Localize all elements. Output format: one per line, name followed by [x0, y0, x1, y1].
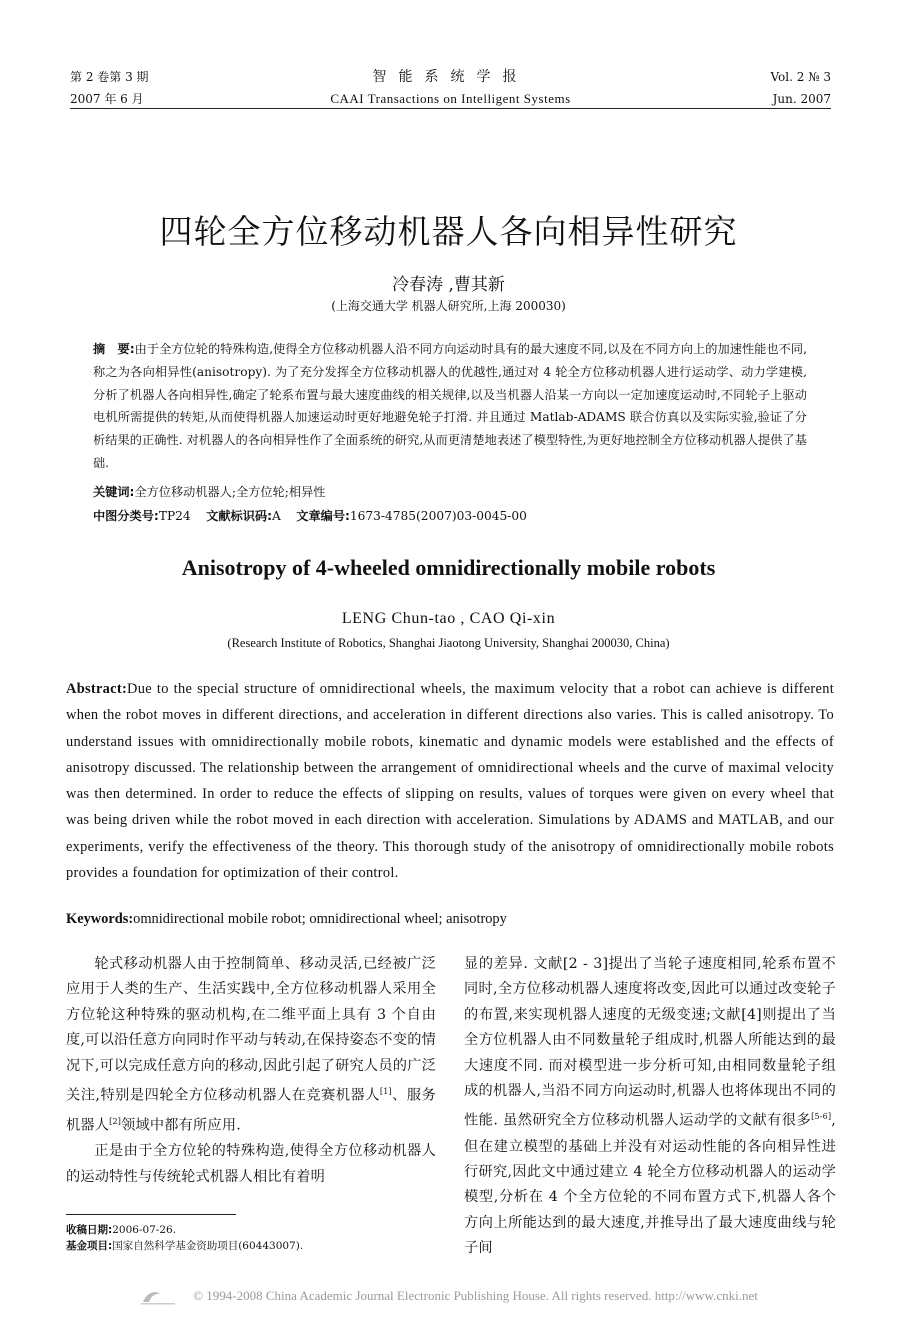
funding	[66, 1238, 303, 1254]
body-paragraph	[66, 952, 436, 1139]
citation: [1]	[379, 1087, 392, 1097]
paper-title-en: Anisotropy of 4-wheeled omnidirectionally mobile robots	[181, 555, 716, 580]
journal-name	[70, 66, 831, 110]
classification-cn	[93, 507, 527, 524]
abstract-cn	[93, 338, 807, 475]
footnote-rule	[66, 1214, 236, 1215]
issue-date-en: Jun. 2007	[772, 92, 831, 106]
body-text: ,但在建立模型的基础上并没有对运动性能的各向相异性进行研究,因此文中通过建立 4 轮全方位移动机器人的运动学模型,分析在 4 个全方位轮的不同布置方式下,机器人各个方向上所能达到的最大速度,并推导出了最大速度曲线与轮子间	[464, 1113, 836, 1257]
body-paragraph: 正是由于全方位轮的特殊构造,使得全方位移动机器人的运动特性与传统轮式机器人相比有着明	[66, 1143, 436, 1185]
keywords-en-text: omnidirectional mobile robot; omnidirectional wheel; anisotropy	[133, 911, 507, 927]
copyright-text: © 1994-2008 China Academic Journal Electronic Publishing House. All rights reserved. http://www.cnki.net	[193, 1288, 758, 1303]
citation: [2]	[109, 1117, 122, 1127]
article-number-value: 1673-4785(2007)03-0045-00	[349, 509, 527, 523]
citation: [5-6]	[811, 1112, 832, 1122]
volume-issue: 第 2 卷第 3 期	[70, 70, 149, 84]
keywords-cn-label: 关键词:	[93, 485, 135, 499]
abstract-cn-label: 摘 要:	[93, 342, 135, 356]
body-paragraph	[464, 952, 836, 1262]
keywords-en	[66, 911, 507, 928]
journal-name-cn: 智能系统学报	[372, 69, 529, 85]
journal-name-en: CAAI Transactions on Intelligent Systems	[330, 91, 571, 106]
issue-date: 2007 年 6 月	[70, 92, 144, 106]
received-label: 收稿日期:	[66, 1224, 113, 1236]
body-text: 领域中都有所应用.	[121, 1117, 241, 1134]
copyright-footer	[0, 1288, 897, 1310]
abstract-cn-text: 由于全方位轮的特殊构造,使得全方位移动机器人沿不同方向运动时具有的最大速度不同,以及在不同方向上的加速性能也不同,称之为各向相异性(anisotropy). 为了充分发挥全方位移动机器人的优越性,通过对 4 轮全方位移动机器人进行运动学、动力学建模,分析了机器人各向相异性,确定了轮系布置与最大速度曲线的相关规律,以及当机器人沿某一方向以一定加速度运动时,不同轮子上驱动电机所需提供的转矩,从而使得机器人加速运动时更好地避免轮子打滑. 并且通过 Matlab-ADAMS 联合仿真以及实际实验,验证了分析结果的正确性. 对机器人的各向相异性作了全面系统的研究,从而更清楚地表述了模型特性,为更好地控制全方位移动机器人提供了基础.	[93, 342, 807, 470]
doc-code-value: A	[271, 509, 281, 523]
abstract-en-text: Due to the special structure of omnidirectional wheels, the maximum velocity that a robot can achieve is different when the robot moves in different directions, and acceleration in different directions also varies. This is called anisotropy. To understand issues with omnidirectionally mobile robots, kinematic and dynamic models were established and the effects of anisotropy discussed. The relationship between the arrangement of omnidirectional wheels and the curve of maximal velocity was then determined. In order to reduce the effects of slipping on results, values of torques were given on every wheel that was being driven while the robot moved in each direction with acceleration. Simulations by ADAMS and MATLAB, and our experiments, verify the effectiveness of the theory. This thorough study of the anisotropy of omnidirectionally mobile robots provides a foundation for optimization of their control.	[66, 681, 834, 882]
journal-header	[70, 64, 831, 109]
body-text: 显的差异. 文献[2 - 3]提出了当轮子速度相同,轮系布置不同时,全方位移动机器人速度将改变,因此可以通过改变轮子的布置,来实现机器人速度的无级变速;文献[4]则提出了当全方位机器人由不同数量轮子组成时,机器人所能达到的最大速度不同. 而对模型进一步分析可知,由相同数量轮子组成的机器人,当沿不同方向运动时,机器人也将体现出不同的性能. 虽然研究全方位移动机器人运动学的文献有很多	[464, 956, 836, 1130]
body-text: 轮式移动机器人由于控制简单、移动灵活,已经被广泛应用于人类的生产、生活实践中,全方位移动机器人采用全方位轮这种特殊的驱动机构,在二维平面上具有 3 个自由度,可以沿任意方向同时作平动与转动,在保持姿态不变的情况下,可以完成任意方向的移动,因此引起了研究人员的广泛关注,特别是四轮全方位移动机器人在竞赛机器人	[66, 956, 436, 1104]
keywords-en-label: Keywords:	[66, 911, 134, 927]
article-number-label: 文章编号:	[296, 509, 350, 523]
cnki-logo-icon	[139, 1288, 177, 1306]
funding-value: 国家自然科学基金资助项目(60443007).	[112, 1240, 304, 1252]
funding-label: 基金项目:	[66, 1240, 113, 1252]
issue-info-en	[770, 66, 831, 110]
clc-value: TP24	[158, 509, 191, 523]
affiliation-cn: (上海交通大学 机器人研究所,上海 200030)	[331, 299, 566, 313]
received-date	[66, 1222, 303, 1238]
volume-issue-en: Vol. 2 № 3	[770, 70, 831, 84]
authors-en: LENG Chun-tao , CAO Qi-xin	[341, 610, 556, 627]
body-column-left	[66, 952, 436, 1190]
affiliation-en: (Research Institute of Robotics, Shanghai Jiaotong University, Shanghai 200030, China)	[227, 636, 670, 650]
keywords-cn-text: 全方位移动机器人;全方位轮;相异性	[134, 485, 326, 499]
doc-code-label: 文献标识码:	[206, 509, 272, 523]
keywords-cn	[93, 483, 325, 500]
authors-cn: 冷春涛 ,曹其新	[392, 275, 505, 295]
abstract-en-label: Abstract:	[66, 681, 128, 697]
abstract-en	[66, 676, 834, 886]
received-value: 2006-07-26.	[112, 1224, 177, 1236]
body-column-right	[464, 952, 836, 1262]
body-text: 、服务机器人	[66, 1087, 436, 1134]
paper-title-cn: 四轮全方位移动机器人各向相异性研究	[159, 212, 738, 251]
clc-label: 中图分类号:	[93, 509, 159, 523]
footnotes	[66, 1222, 303, 1254]
